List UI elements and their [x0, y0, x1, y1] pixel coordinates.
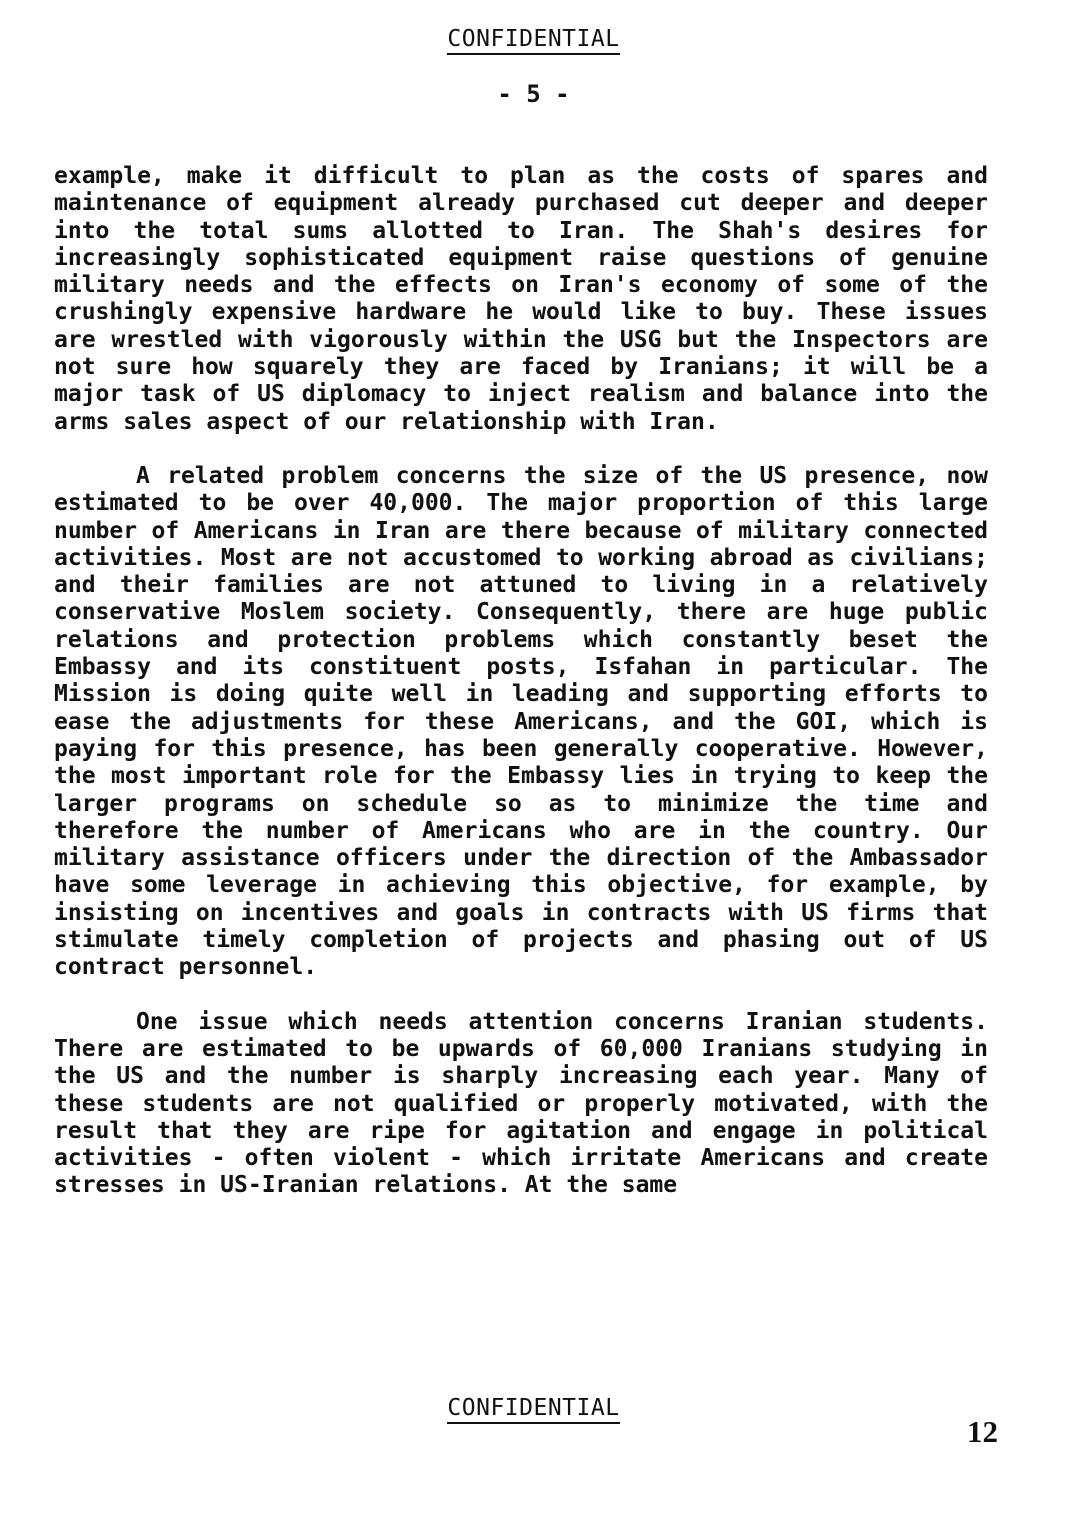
footer-classification-label: CONFIDENTIAL	[447, 1395, 619, 1424]
header-classification	[0, 26, 1067, 55]
paragraph-2: A related problem concerns the size of the US presence, now estimated to be over 40,000. The major proportion of this large number of Americans in Iran are there because of military connected activities. Most are not accustomed to working abroad as civilians; and their families are not attuned to living in a relatively conservative Moslem society. Consequently, there are huge public relations and protection problems which constantly beset the Embassy and its constituent posts, Isfahan in particular. The Mission is doing quite well in leading and supporting efforts to ease the adjustments for these Americans, and the GOI, which is paying for this presence, has been generally cooperative. However, the most important role for the Embassy lies in trying to keep the larger programs on schedule so as to minimize the time and therefore the number of Americans who are in the country. Our military assistance officers under the direction of the Ambassador have some leverage in achieving this objective, for example, by insisting on incentives and goals in contracts with US firms that stimulate timely completion of projects and phasing out of US contract personnel.	[54, 462, 988, 981]
page-number-marker: - 5 -	[497, 80, 570, 108]
document-body	[54, 163, 988, 1227]
footer-classification	[0, 1395, 1067, 1424]
header-classification-label: CONFIDENTIAL	[447, 26, 619, 55]
paragraph-1: example, make it difficult to plan as the costs of spares and maintenance of equipment already purchased cut deeper and deeper into the total sums allotted to Iran. The Shah's desires for increasingly sophisticated equipment raise questions of genuine military needs and the effects on Iran's economy of some of the crushingly expensive hardware he would like to buy. These issues are wrestled with vigorously within the USG but the Inspectors are not sure how squarely they are faced by Iranians; it will be a major task of US diplomacy to inject realism and balance into the arms sales aspect of our relationship with Iran.	[54, 163, 988, 435]
paragraph-3: One issue which needs attention concerns Iranian students. There are estimated to be upwards of 60,000 Iranians studying in the US and the number is sharply increasing each year. Many of these students are not qualified or properly motivated, with the result that they are ripe for agitation and engage in political activities - often violent - which irritate Americans and create stresses in US-Iranian relations. At the same	[54, 1008, 988, 1199]
sheet-number: 12	[967, 1414, 998, 1449]
